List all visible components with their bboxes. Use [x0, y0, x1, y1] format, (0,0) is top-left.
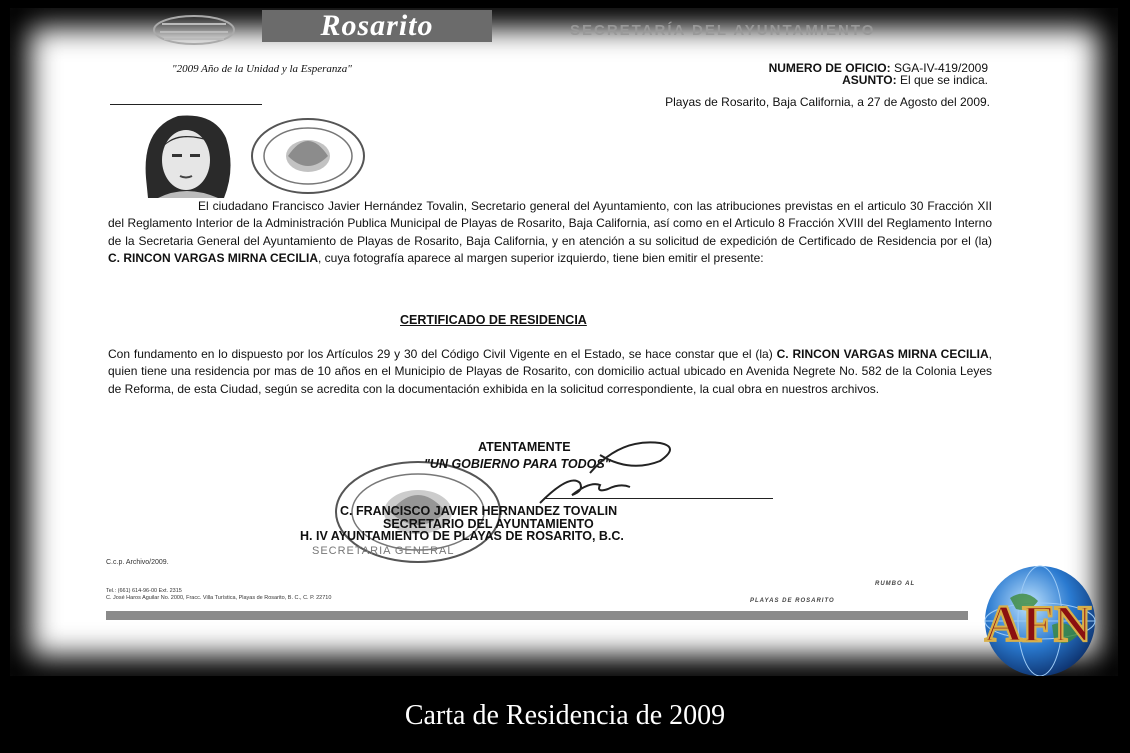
signatory-department: SECRETARIA GENERAL: [312, 545, 455, 557]
paragraph2-text-a: Con fundamento en lo dispuesto por los Artículos 29 y 30 del Código Civil Vigente en el Estado, se hace constar que el (la): [108, 347, 773, 361]
signatory-title: SECRETARIO DEL AYUNTAMIENTO: [383, 517, 594, 531]
numero-oficio-label: NUMERO DE OFICIO:: [768, 61, 891, 75]
paragraph1-text-b: , cuya fotografía aparece al margen superior izquierdo, tiene bien emitir el presente:: [318, 250, 764, 265]
applicant-photo: [128, 108, 244, 198]
footer-phone: Tel.: (661) 614-96-00 Ext. 2315: [106, 588, 182, 594]
place-date: Playas de Rosarito, Baja California, a 27 de Agosto del 2009.: [665, 95, 990, 109]
footer-slogan-top: RUMBO AL: [875, 581, 916, 587]
paragraph2-text-b: , quien tiene una residencia por mas de 10 años en el Municipio de Playas de Rosarito, con domicilio actual ubicado en Avenida Negrete No. 582 de la Colonia Leyes de Reforma, de esta Ciudad, según se acredita con la documentación exhibida en la solicitud correspondiente, la cual obra en nuestros archivos.: [108, 347, 993, 396]
letterhead-department: SECRETARÍA DEL AYUNTAMIENTO: [570, 22, 876, 39]
signatory-institution: H. IV AYUNTAMIENTO DE PLAYAS DE ROSARITO, B.C.: [300, 529, 624, 543]
applicant-name: C. RINCON VARGAS MIRNA CECILIA: [108, 250, 318, 265]
footer-address: C. José Haros Aguilar No. 2000, Fracc. Villa Turística, Playas de Rosarito, B. C., C. P. 22710: [106, 595, 332, 601]
carbon-copy-note: C.c.p. Archivo/2009.: [106, 559, 169, 566]
photo-rule: [110, 104, 262, 105]
office-reference: [769, 62, 988, 86]
handwritten-signature-icon: [480, 433, 700, 508]
certificate-title: CERTIFICADO DE RESIDENCIA: [400, 313, 587, 327]
signatory-name: C. FRANCISCO JAVIER HERNANDEZ TOVALIN: [340, 504, 618, 518]
applicant-name-2: C. RINCON VARGAS MIRNA CECILIA: [776, 347, 989, 361]
image-caption: Carta de Residencia de 2009: [404, 700, 726, 731]
footer-contact: [106, 588, 331, 602]
asunto-value: El que se indica.: [899, 73, 988, 87]
footer-slogan-bottom: PLAYAS DE ROSARITO: [750, 598, 835, 604]
afn-logo-text: AFN: [984, 596, 1092, 653]
signature-rule: [545, 498, 773, 499]
closing-atentamente: ATENTAMENTE: [478, 440, 571, 454]
municipal-logo-icon: [148, 12, 240, 48]
asunto-label: ASUNTO:: [842, 73, 897, 87]
afn-logo-icon: [960, 563, 1110, 676]
numero-oficio-value: SGA-IV-419/2009: [893, 61, 988, 75]
footer-bar: [106, 611, 968, 620]
government-motto: "UN GOBIERNO PARA TODOS": [424, 457, 611, 471]
paragraph-attributions: [108, 198, 992, 267]
document-page: [10, 8, 1118, 676]
year-motto: "2009 Año de la Unidad y la Esperanza": [172, 63, 352, 75]
paragraph-certification: [108, 346, 992, 398]
paragraph1-text-a: El ciudadano Francisco Javier Hernández Tovalin, Secretario general del Ayuntamiento, con las atribuciones previstas en el articulo 30 Fracción XII del Reglamento Interior de la Administración Publica Municipal de Playas de Rosarito, Baja California, así como en el Articulo 8 Fracción XVIII del Reglamento Interno de la Secretaria General del Ayuntamiento de Playas de Rosarito, Baja California, y en atención a su solicitud de expedición de Certificado de Residencia por el (la): [108, 199, 992, 248]
letterhead-logo-text: Rosarito: [262, 10, 492, 42]
official-seal-icon: [248, 116, 368, 196]
